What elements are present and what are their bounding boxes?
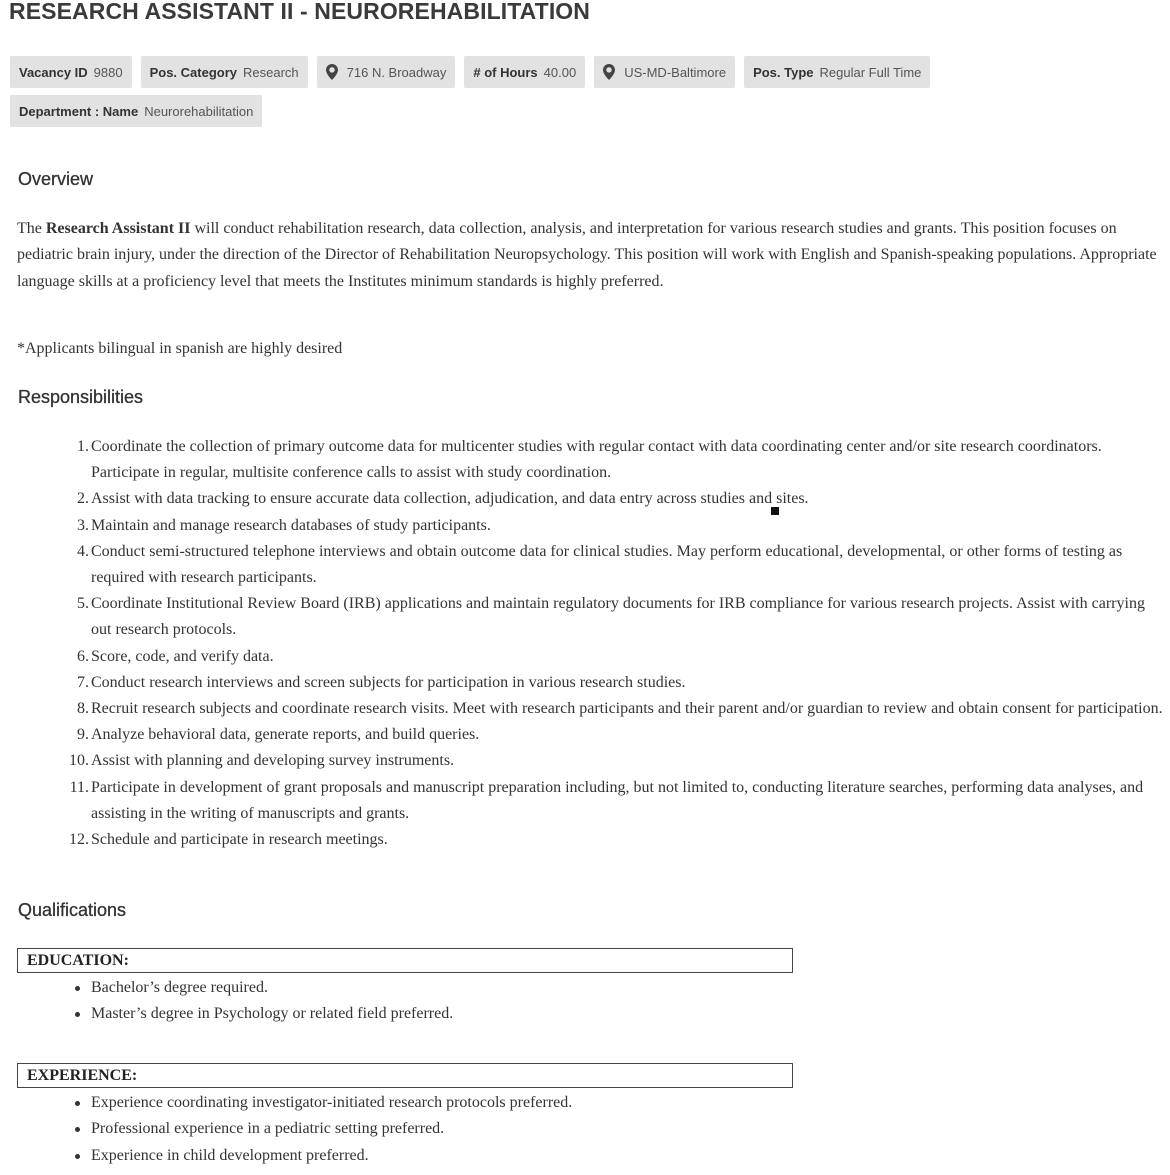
item-text: Coordinate the collection of primary outcome data for multicenter studies with regular contact with data coordinating center and/or site research coordinators. Participate in regular, multisite conference calls to assist with study coordination.: [91, 438, 1102, 482]
overview-paragraph: [17, 216, 1157, 295]
education-label-box: EDUCATION:: [17, 948, 793, 973]
list-item: Experience coordinating investigator-initiated research protocols preferred.: [91, 1090, 572, 1116]
item-text: Schedule and participate in research meetings.: [91, 831, 388, 849]
item-number: 7.: [77, 673, 89, 691]
list-item: [77, 591, 1166, 643]
item-text: Recruit research subjects and coordinate research visits. Meet with research participants and their parent and/or guardian to review and obtain consent for participation.: [91, 700, 1163, 718]
list-item: [77, 696, 1166, 722]
tag-pos-type: [744, 56, 930, 88]
overview-heading: Overview: [18, 169, 94, 189]
list-item: [77, 670, 1166, 696]
list-item: [77, 644, 1166, 670]
item-number: 10.: [69, 752, 89, 770]
item-text: Conduct research interviews and screen subjects for participation in various research studies.: [91, 673, 686, 691]
tag-department: [10, 95, 262, 127]
tag-value: US-MD-Baltimore: [624, 64, 727, 80]
item-text: Maintain and manage research databases of study participants.: [91, 516, 491, 534]
item-number: 4.: [77, 542, 89, 560]
list-item: [77, 539, 1166, 591]
item-text: Assist with data tracking to ensure accurate data collection, adjudication, and data entry across studies and sites.: [91, 490, 809, 508]
qualifications-heading: Qualifications: [18, 900, 127, 920]
tag-location: [594, 56, 735, 88]
item-number: 11.: [69, 778, 89, 796]
item-text: Coordinate Institutional Review Board (IRB) applications and maintain regulatory documents for IRB compliance for various research projects. Assist with carrying out research protocols.: [91, 595, 1145, 639]
list-item: [69, 775, 1166, 827]
item-number: 8.: [77, 700, 89, 718]
tag-vacancy-id: [10, 56, 132, 88]
list-item: Master’s degree in Psychology or related field preferred.: [91, 1001, 453, 1027]
experience-list: [91, 1090, 572, 1169]
overview-lead: The: [17, 220, 42, 237]
overview-role: Research Assistant II: [45, 220, 191, 237]
item-number: 12.: [69, 831, 89, 849]
item-text: Assist with planning and developing survey instruments.: [91, 752, 455, 770]
location-pin-icon: [603, 64, 615, 80]
page-title: RESEARCH ASSISTANT II - NEUROREHABILITATION: [9, 0, 591, 24]
item-text: Analyze behavioral data, generate reports, and build queries.: [91, 726, 480, 744]
item-number: 9.: [77, 726, 89, 744]
tag-value: 716 N. Broadway: [346, 64, 447, 80]
tag-row: [10, 95, 1110, 127]
list-item: [69, 748, 1166, 774]
tag-pos-category: [141, 56, 308, 88]
list-item: [77, 434, 1166, 486]
tag-value: Neurorehabilitation: [144, 103, 254, 119]
tag-address: [317, 56, 456, 88]
job-tags: [10, 56, 1110, 134]
tag-label: Department : Name: [19, 103, 139, 119]
responsibilities-heading: Responsibilities: [18, 387, 144, 407]
experience-label-box: EXPERIENCE:: [17, 1063, 793, 1088]
list-item: [77, 722, 1166, 748]
list-item: Bachelor’s degree required.: [91, 975, 453, 1001]
overview-text: will conduct rehabilitation research, data collection, analysis, and interpretation for various research studies and grants. This position focuses on pediatric brain injury, under the direction of the Director of Rehabilitation Neuropsychology. This position will work with English and Spanish-speaking populations. Appropriate language skills at a proficiency level that meets the Institutes minimum standards is highly preferred.: [17, 220, 1157, 290]
list-item: Professional experience in a pediatric setting preferred.: [91, 1116, 572, 1142]
tag-label: Pos. Category: [149, 64, 237, 80]
list-item: [69, 827, 1166, 853]
tag-label: # of Hours: [473, 64, 538, 80]
tag-value: Regular Full Time: [819, 64, 922, 80]
text-cursor-marker: [771, 507, 779, 515]
item-number: 3.: [77, 516, 89, 534]
tag-value: 40.00: [543, 64, 577, 80]
item-number: 2.: [77, 490, 89, 508]
tag-value: 9880: [93, 64, 123, 80]
item-text: Participate in development of grant proposals and manuscript preparation including, but not limited to, conducting literature searches, performing data analyses, and assisting in the writing of manuscripts and grants.: [91, 778, 1144, 822]
item-number: 5.: [77, 595, 89, 613]
tag-value: Research: [243, 64, 299, 80]
bilingual-note: *Applicants bilingual in spanish are highly desired: [17, 340, 343, 357]
tag-label: Vacancy ID: [19, 64, 88, 80]
tag-label: Pos. Type: [753, 64, 814, 80]
education-list: [91, 975, 453, 1028]
item-text: Conduct semi-structured telephone interviews and obtain outcome data for clinical studies. May perform educational, developmental, or other forms of testing as required with research participants.: [91, 542, 1123, 587]
item-text: Score, code, and verify data.: [91, 647, 274, 665]
list-item: Experience in child development preferred.: [91, 1143, 572, 1169]
responsibilities-list: [69, 434, 1166, 853]
list-item: [77, 513, 1166, 539]
tag-row: [10, 56, 1110, 88]
location-pin-icon: [326, 64, 338, 80]
item-number: 6.: [77, 647, 89, 665]
item-number: 1.: [77, 438, 89, 455]
tag-hours: [464, 56, 585, 88]
list-item: [77, 486, 1166, 512]
